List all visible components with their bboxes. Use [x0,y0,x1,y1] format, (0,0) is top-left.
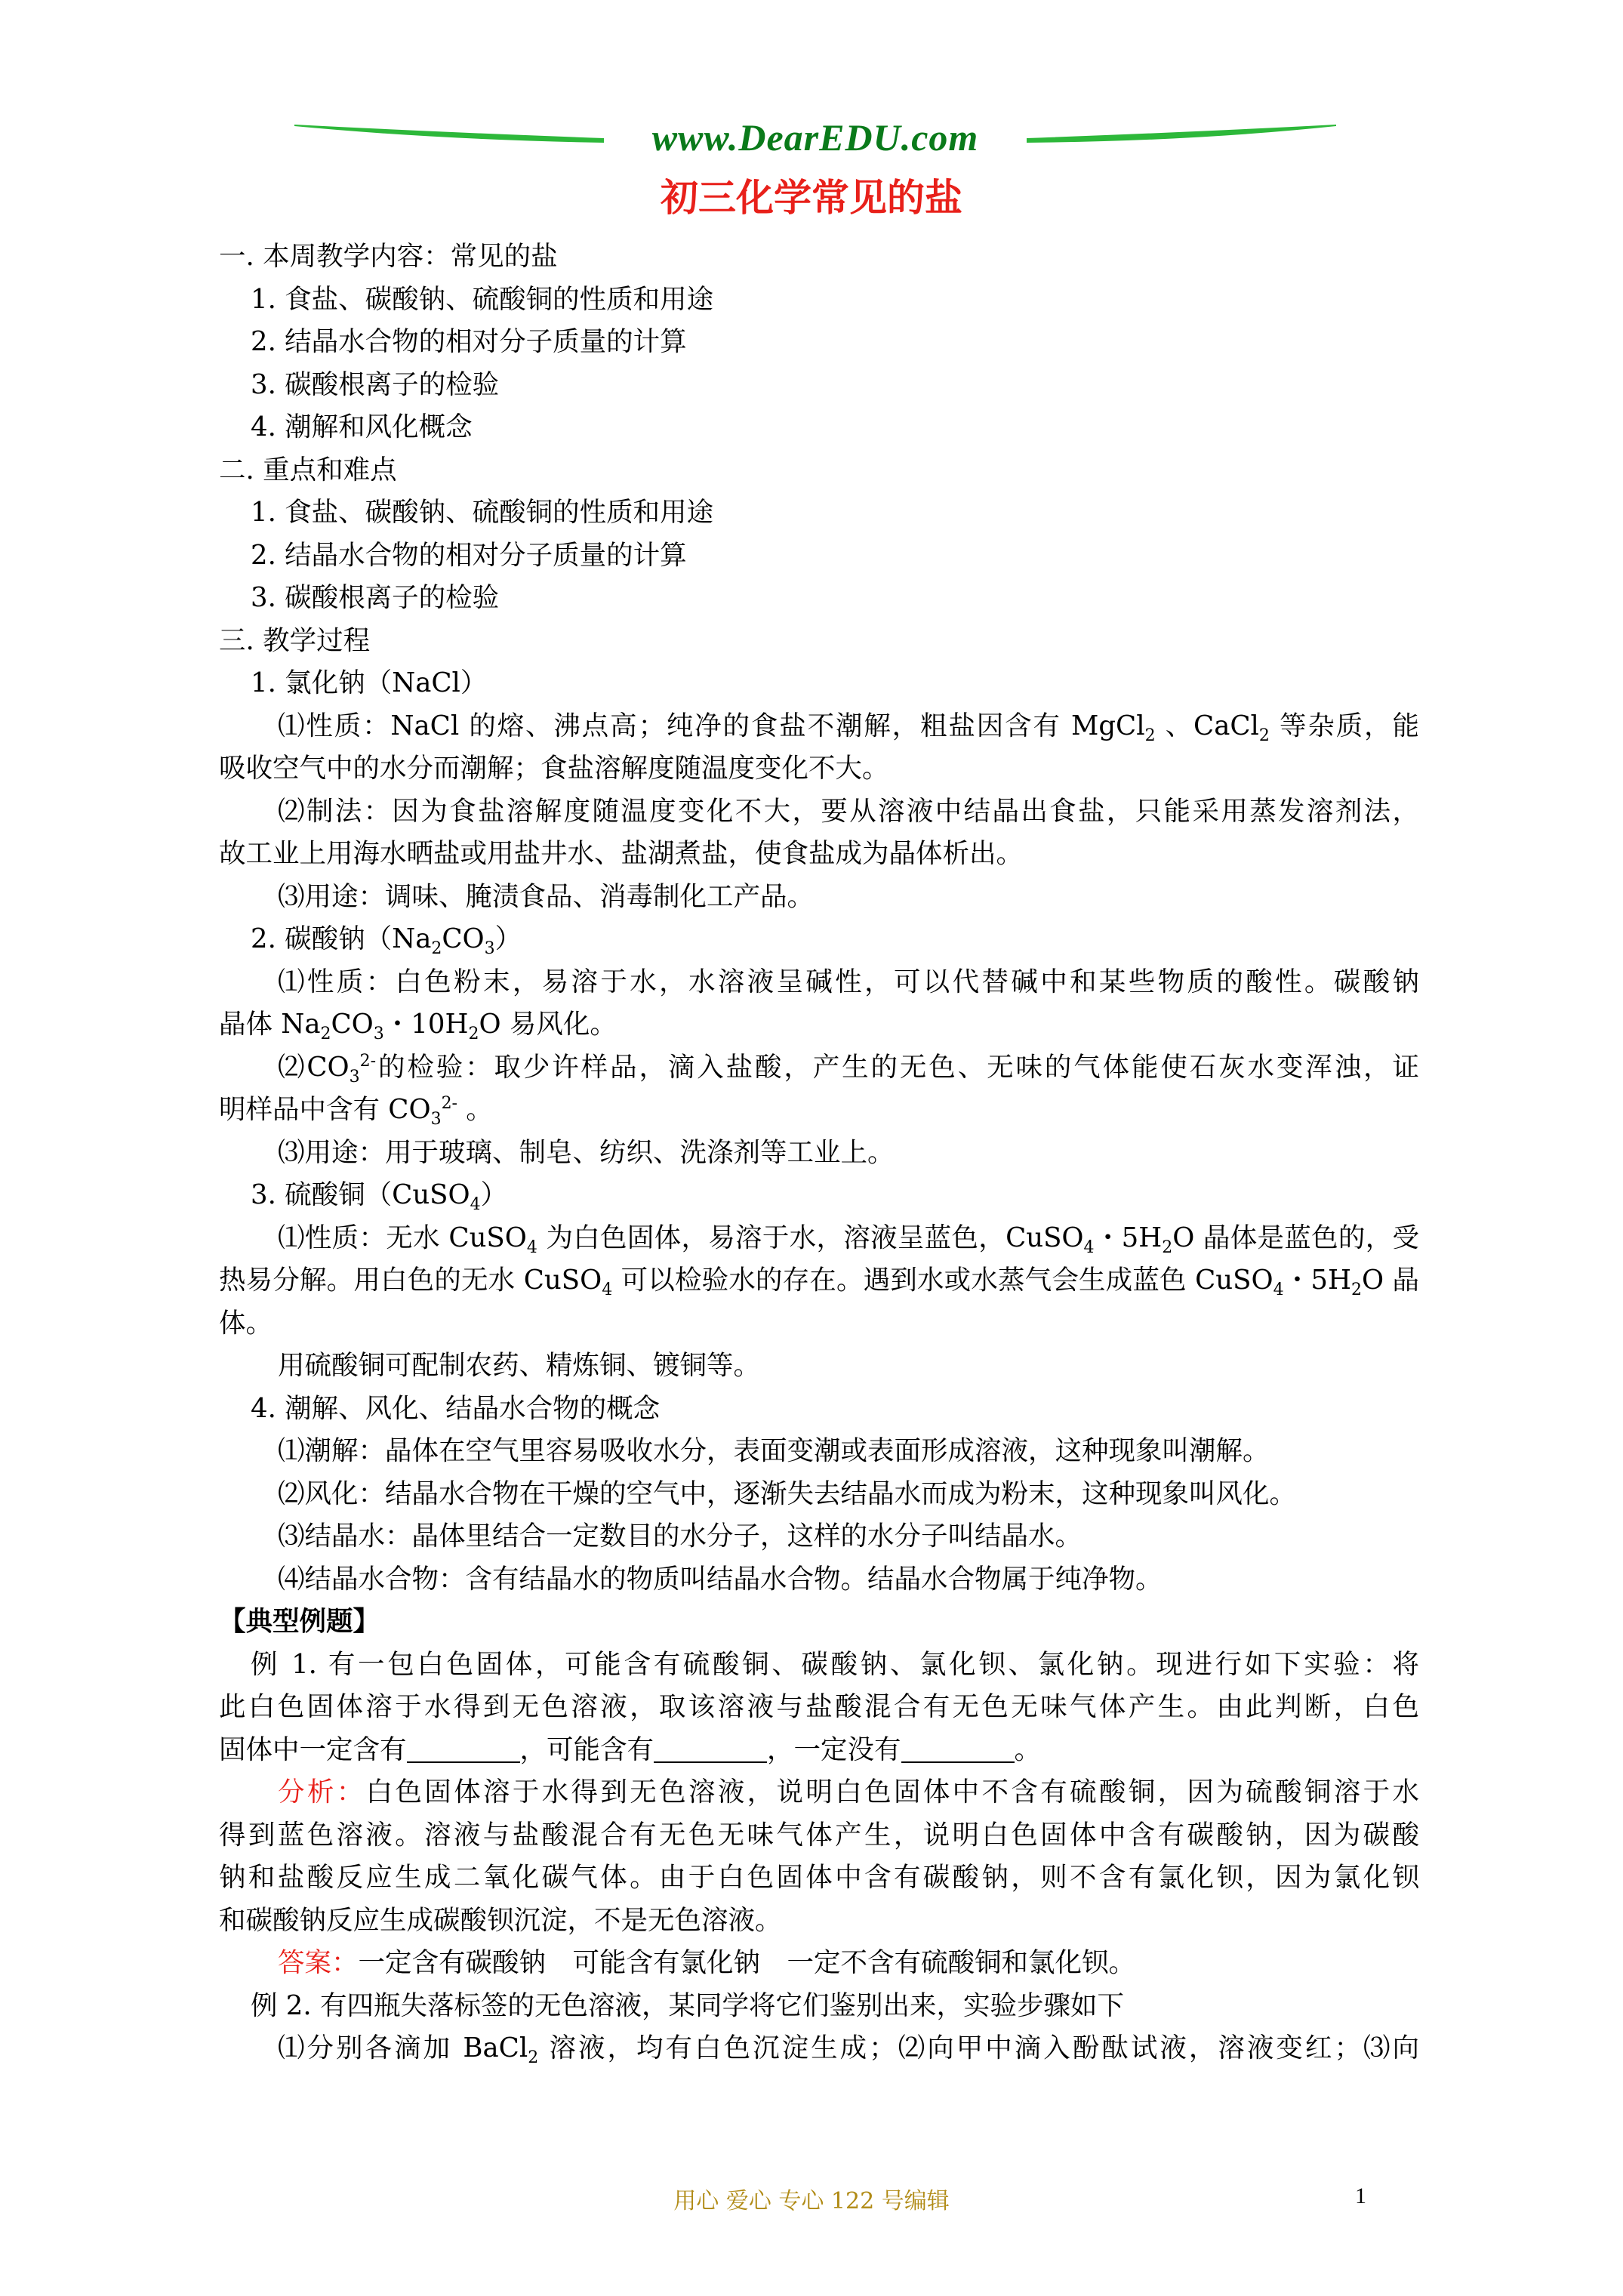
text-line: 【典型例题】 [219,1606,380,1637]
text-line: 吸收空气中的水分而潮解；食盐溶解度随温度变化不大。 [219,753,889,784]
text-line: 4. 潮解和风化概念 [251,411,473,442]
text-line: 此白色固体溶于水得到无色溶液，取该溶液与盐酸混合有无色无味气体产生。由此判断，白色 [219,1691,1419,1722]
text-line: 答案：一定含有碳酸钠 可能含有氯化钠 一定不含有硫酸铜和氯化钡。 [278,1947,1136,1978]
text-line: 和碳酸钠反应生成碳酸钡沉淀，不是无色溶液。 [219,1904,782,1936]
footer-text: 用心 爱心 专心 122 号编辑 [673,2188,950,2214]
text-line: 二. 重点和难点 [219,454,397,485]
text-line: ⑴潮解：晶体在空气里容易吸收水分，表面变潮或表面形成溶液，这种现象叫潮解。 [278,1435,1270,1466]
text-line: 晶体 $Na_2CO_3$・$10H_2O$ 易风化。 [219,1009,617,1044]
text-line: 1. 氯化钠（NaCl） [251,667,488,698]
text-line: 3. 碳酸根离子的检验 [251,368,500,400]
text-line: 2. 结晶水合物的相对分子质量的计算 [251,326,687,357]
text-line: 钠和盐酸反应生成二氧化碳气体。由于白色固体中含有碳酸钠，则不含有氯化钡，因为氯化钡 [219,1862,1419,1893]
text-line: ⑵制法：因为食盐溶解度随温度变化不大，要从溶液中结晶出食盐，只能采用蒸发溶剂法， [278,795,1419,827]
text-line: ⑷结晶水合物：含有结晶水的物质叫结晶水合物。结晶水合物属于纯净物。 [278,1563,1163,1595]
text-line: 例 1. 有一包白色固体，可能含有硫酸铜、碳酸钠、氯化钡、氯化钠。现进行如下实验：将 [251,1648,1419,1680]
text-line: 分析：白色固体溶于水得到无色溶液，说明白色固体中不含有硫酸铜，因为硫酸铜溶于水 [278,1777,1419,1808]
text-line: ⑶用途：用于玻璃、制皂、纺织、洗涤剂等工业上。 [278,1136,895,1168]
page-number: 1 [1355,2184,1366,2208]
text-line: 1. 食盐、碳酸钠、硫酸铜的性质和用途 [251,497,714,528]
page-title: 初三化学常见的盐 [661,175,962,220]
text-line: ⑶用途：调味、腌渍食品、消毒制化工产品。 [278,880,815,912]
text-line: 体。 [219,1307,273,1339]
text-line: ⑵风化：结晶水合物在干燥的空气中，逐渐失去结晶水而成为粉末，这种现象叫风化。 [278,1478,1297,1509]
text-line: 故工业上用海水晒盐或用盐井水、盐湖煮盐，使食盐成为晶体析出。 [219,838,1024,869]
text-line: 例 2. 有四瓶失落标签的无色溶液，某同学将它们鉴别出来，实验步骤如下 [251,1989,1124,2021]
text-line: 固体中一定含有 ，可能含有 ，一定没有 。 [219,1734,1042,1765]
text-line: 三. 教学过程 [219,624,371,656]
text-line: 得到蓝色溶液。溶液与盐酸混合有无色无味气体产生，说明白色固体中含有碳酸钠，因为碳酸 [219,1819,1419,1851]
text-line: ⑴性质：无水 CuSO$_4$ 为白色固体，易溶于水，溶液呈蓝色，CuSO$_4$・$5H_2O$ 晶体是蓝色的，受 [278,1222,1420,1257]
site-banner [287,109,1344,170]
text-line: ⑴性质：NaCl 的熔、沸点高；纯净的食盐不潮解，粗盐因含有 MgCl$_2$ 、CaCl$_2$ 等杂质，能 [278,710,1419,745]
text-line: 明样品中含有 $CO_3^{2-}$ 。 [219,1094,493,1130]
text-line: 2. 结晶水合物的相对分子质量的计算 [251,539,687,571]
document-body [219,236,1419,2070]
text-line: ⑴性质：白色粉末，易溶于水，水溶液呈碱性，可以代替碱中和某些物质的酸性。碳酸钠 [278,966,1419,997]
text-line: 热易分解。用白色的无水 CuSO$_4$ 可以检验水的存在。遇到水或水蒸气会生成蓝色 CuSO$_4$・$5H_2O$ 晶 [219,1265,1420,1300]
text-line: 用硫酸铜可配制农药、精炼铜、镀铜等。 [278,1350,761,1381]
site-logo-text: www.DearEDU.com [651,116,979,159]
text-line: 3. 硫酸铜（CuSO$_4$） [251,1179,508,1215]
text-line: 3. 碳酸根离子的检验 [251,582,500,613]
text-line: $⑵CO_3^{2-}$的检验：取少许样品，滴入盐酸，产生的无色、无味的气体能使石灰水变浑浊，证 [278,1051,1419,1086]
text-line: 2. 碳酸钠$(Na_2CO_3)$ [251,923,522,959]
text-line: ⑴分别各滴加 BaCl$_2$ 溶液，均有白色沉淀生成；⑵向甲中滴入酚酞试液，溶液变红；⑶向 [278,2032,1419,2068]
text-line: 一. 本周教学内容：常见的盐 [219,241,558,272]
text-line: 4. 潮解、风化、结晶水合物的概念 [251,1392,661,1424]
text-line: 1. 食盐、碳酸钠、硫酸铜的性质和用途 [251,283,714,315]
text-line: ⑶结晶水：晶体里结合一定数目的水分子，这样的水分子叫结晶水。 [278,1521,1083,1552]
